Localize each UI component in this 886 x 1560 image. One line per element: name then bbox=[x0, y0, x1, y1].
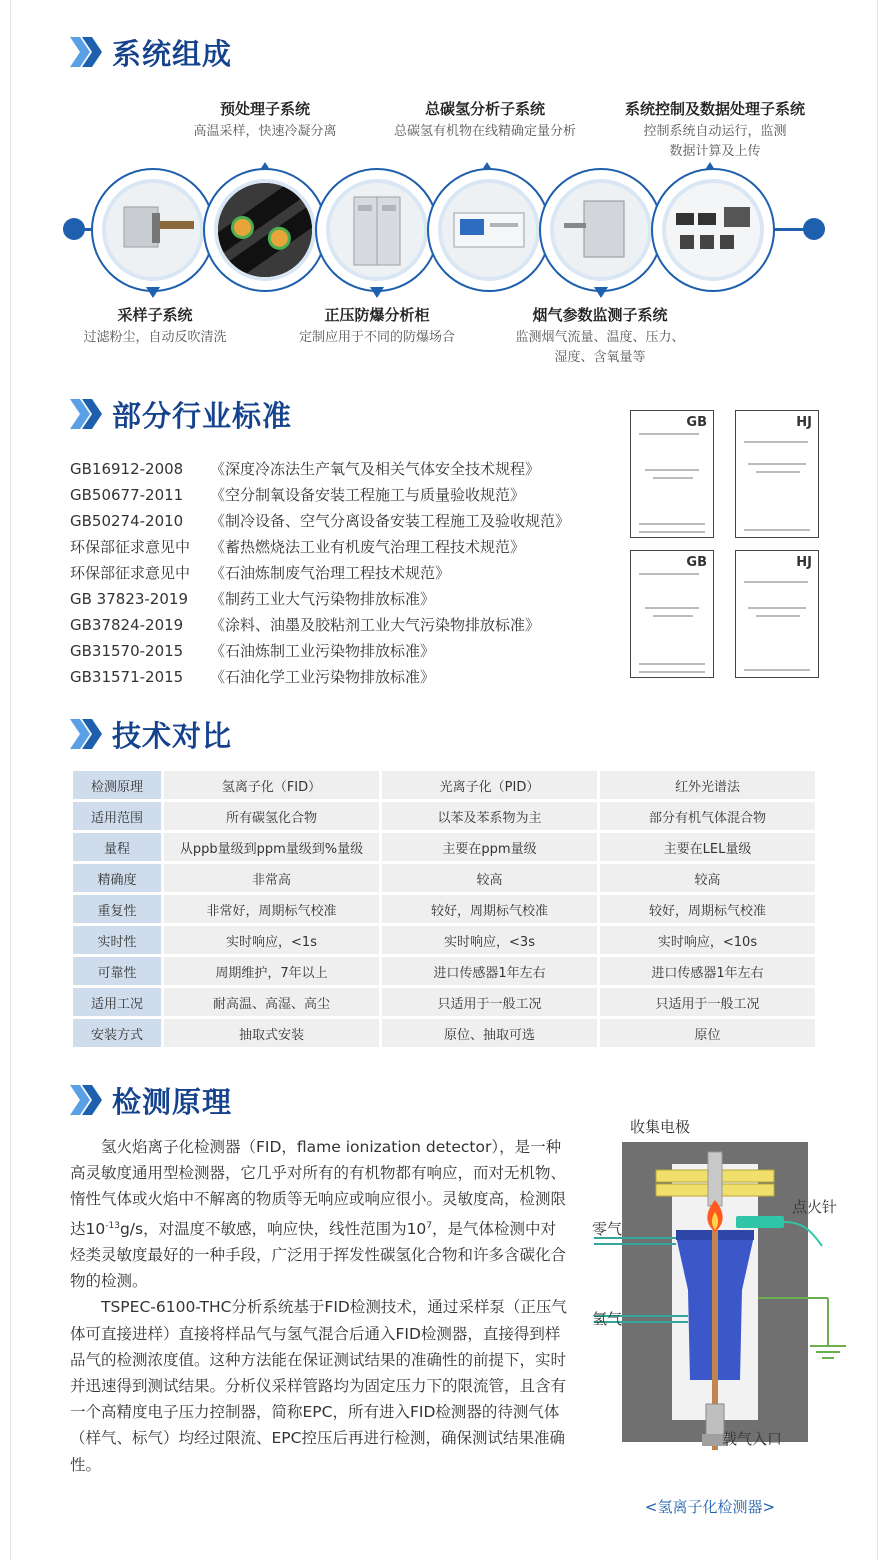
table-cell: 只适用于一般工况 bbox=[382, 988, 597, 1016]
table-cell: 非常高 bbox=[164, 864, 379, 892]
table-row bbox=[73, 895, 815, 923]
standard-item: GB37824-2019 《涂料、油墨及胶粘剂工业大气污染物排放标准》 bbox=[70, 616, 541, 634]
table-cell: 原位、抽取可选 bbox=[382, 1019, 597, 1047]
row-header-cell: 安装方式 bbox=[73, 1019, 161, 1047]
label-carrier-inlet: 载气入口 bbox=[722, 1430, 783, 1448]
standard-document-thumbnail: GB bbox=[630, 550, 714, 678]
label-zero-gas: 零气 bbox=[592, 1220, 623, 1238]
table-cell: 氢离子化（FID） bbox=[164, 771, 379, 799]
flue-gas-monitor-image bbox=[554, 183, 648, 277]
timeline-end-dot bbox=[803, 218, 825, 240]
table-cell: 进口传感器1年左右 bbox=[600, 957, 815, 985]
table-cell: 所有碳氢化合物 bbox=[164, 802, 379, 830]
pointer-down-icon bbox=[594, 287, 608, 298]
table-cell: 实时响应，<1s bbox=[164, 926, 379, 954]
table-row bbox=[73, 864, 815, 892]
row-header-cell: 检测原理 bbox=[73, 771, 161, 799]
table-row bbox=[73, 1019, 815, 1047]
section-title-standards bbox=[68, 394, 292, 434]
heated-tube-image-ring bbox=[203, 168, 327, 292]
table-cell: 实时响应，<10s bbox=[600, 926, 815, 954]
analyzer-image-ring bbox=[427, 168, 551, 292]
standard-document-thumbnail: GB bbox=[630, 410, 714, 538]
table-cell: 抽取式安装 bbox=[164, 1019, 379, 1047]
table-row bbox=[73, 771, 815, 799]
subsystem-pretreatment: 预处理子系统 高温采样，快速冷凝分离 bbox=[193, 100, 337, 139]
double-chevron-icon bbox=[68, 35, 104, 69]
table-cell: 主要在ppm量级 bbox=[382, 833, 597, 861]
row-header-cell: 适用工况 bbox=[73, 988, 161, 1016]
standard-item: GB31570-2015 《石油炼制工业污染物排放标准》 bbox=[70, 642, 436, 660]
subsystem-thc-analysis: 总碳氢分析子系统 总碳氢有机物在线精确定量分析 bbox=[393, 100, 576, 139]
standard-item: GB 37823-2019 《制药工业大气污染物排放标准》 bbox=[70, 590, 436, 608]
table-cell: 主要在LEL量级 bbox=[600, 833, 815, 861]
double-chevron-icon bbox=[68, 397, 104, 431]
table-cell: 实时响应，<3s bbox=[382, 926, 597, 954]
table-cell: 原位 bbox=[600, 1019, 815, 1047]
label-hydrogen: 氢气 bbox=[592, 1310, 623, 1328]
standard-item: 环保部征求意见中 《蓄热燃烧法工业有机废气治理工程技术规范》 bbox=[70, 538, 526, 556]
section-title-text: 技术对比 bbox=[112, 718, 233, 753]
principle-paragraph-2: TSPEC-6100-THC分析系统基于FID检测技术，通过采样泵（正压气体可直接进样）直接将样品气与氢气混合后通入FID检测器，直接得到样品气的检测浓度值。这种方法能在保证测试结果的准确性的前提下，实时并迅速得到测试结果。分析仪采样管路均为固定压力下的限流管，且含有一个高精度电子压力控制器，简称EPC，所有进入FID检测器的待测气体（样气、标气）均经过限流、EPC控压后再进行检测，确保测试结果准确性。 bbox=[70, 1298, 567, 1474]
standard-item: GB50677-2011 《空分制氧设备安装工程施工与质量验收规范》 bbox=[70, 486, 526, 504]
subsystem-flue-gas: 烟气参数监测子系统 监测烟气流量、温度、压力、 湿度、含氧量等 bbox=[515, 306, 685, 365]
row-header-cell: 适用范围 bbox=[73, 802, 161, 830]
table-row bbox=[73, 988, 815, 1016]
control-modules-image bbox=[666, 183, 760, 277]
table-cell: 较高 bbox=[600, 864, 815, 892]
table-cell: 较好，周期标气校准 bbox=[382, 895, 597, 923]
table-row bbox=[73, 802, 815, 830]
thc-analyzer-image bbox=[442, 183, 536, 277]
sampler-image-ring bbox=[91, 168, 215, 292]
sampling-probe-image bbox=[106, 183, 200, 277]
subsystem-sampling: 采样子系统 过滤粉尘，自动反吹清洗 bbox=[83, 306, 227, 345]
section-title-compare bbox=[68, 714, 232, 754]
section-title-text: 系统组成 bbox=[112, 36, 233, 71]
section-title-text: 部分行业标准 bbox=[112, 398, 293, 433]
principle-paragraph-1: 氢火焰离子化检测器（FID，flame ionization detector），是一种高灵敏度通用型检测器，它几乎对所有的有机物都有响应，而对无机物、惰性气体或火焰中不解离的物质等无响应或响应很小。灵敏度高，检测限达$10^{-13}g/s$，对温度不敏感，响应快，线性范围为$10^7$，是气体检测中对烃类灵敏度最好的一种手段，广泛用于挥发性碳氢化合物和许多含碳化合物的检测。 bbox=[70, 1138, 567, 1291]
pointer-down-icon bbox=[146, 287, 160, 298]
section-title-system bbox=[68, 32, 232, 72]
standard-document-thumbnail: HJ bbox=[735, 550, 819, 678]
table-row bbox=[73, 957, 815, 985]
standard-document-thumbnail: HJ bbox=[735, 410, 819, 538]
row-header-cell: 精确度 bbox=[73, 864, 161, 892]
double-chevron-icon bbox=[68, 1083, 104, 1117]
table-cell: 以苯及苯系物为主 bbox=[382, 802, 597, 830]
table-cell: 从ppb量级到ppm量级到%量级 bbox=[164, 833, 379, 861]
table-row bbox=[73, 926, 815, 954]
standard-item: GB31571-2015 《石油化学工业污染物排放标准》 bbox=[70, 668, 436, 686]
subsystem-control-data: 系统控制及数据处理子系统 控制系统自动运行，监测 数据计算及上传 bbox=[624, 100, 805, 159]
subsystem-cabinet: 正压防爆分析柜 定制应用于不同的防爆场合 bbox=[298, 306, 455, 345]
row-header-cell: 重复性 bbox=[73, 895, 161, 923]
pointer-down-icon bbox=[370, 287, 384, 298]
explosion-proof-cabinet-image bbox=[330, 183, 424, 277]
section-title-text: 检测原理 bbox=[112, 1084, 233, 1119]
table-cell: 光离子化（PID） bbox=[382, 771, 597, 799]
flue-gas-image-ring bbox=[539, 168, 663, 292]
row-header-cell: 量程 bbox=[73, 833, 161, 861]
table-cell: 耐高温、高湿、高尘 bbox=[164, 988, 379, 1016]
table-cell: 只适用于一般工况 bbox=[600, 988, 815, 1016]
table-cell: 非常好，周期标气校准 bbox=[164, 895, 379, 923]
standard-item: GB16912-2008 《深度冷冻法生产氧气及相关气体安全技术规程》 bbox=[70, 460, 541, 478]
timeline-start-dot bbox=[63, 218, 85, 240]
table-cell: 较高 bbox=[382, 864, 597, 892]
control-image-ring bbox=[651, 168, 775, 292]
heated-tube-image bbox=[218, 183, 312, 277]
standard-item: 环保部征求意见中 《石油炼制废气治理工程技术规范》 bbox=[70, 564, 451, 582]
standard-item: GB50274-2010 《制冷设备、空气分离设备安装工程施工及验收规范》 bbox=[70, 512, 571, 530]
table-cell: 红外光谱法 bbox=[600, 771, 815, 799]
label-igniter: 点火针 bbox=[792, 1198, 838, 1216]
diagram-caption: <氢离子化检测器> bbox=[644, 1498, 776, 1516]
table-cell: 部分有机气体混合物 bbox=[600, 802, 815, 830]
row-header-cell: 实时性 bbox=[73, 926, 161, 954]
table-cell: 较好，周期标气校准 bbox=[600, 895, 815, 923]
principle-text bbox=[70, 1134, 568, 1478]
cabinet-image-ring bbox=[315, 168, 439, 292]
table-row bbox=[73, 833, 815, 861]
table-cell: 周期维护，7年以上 bbox=[164, 957, 379, 985]
table-cell: 进口传感器1年左右 bbox=[382, 957, 597, 985]
section-title-principle bbox=[68, 1080, 232, 1120]
label-collector-electrode: 收集电极 bbox=[630, 1118, 691, 1136]
row-header-cell: 可靠性 bbox=[73, 957, 161, 985]
double-chevron-icon bbox=[68, 717, 104, 751]
comparison-table bbox=[70, 768, 818, 1050]
